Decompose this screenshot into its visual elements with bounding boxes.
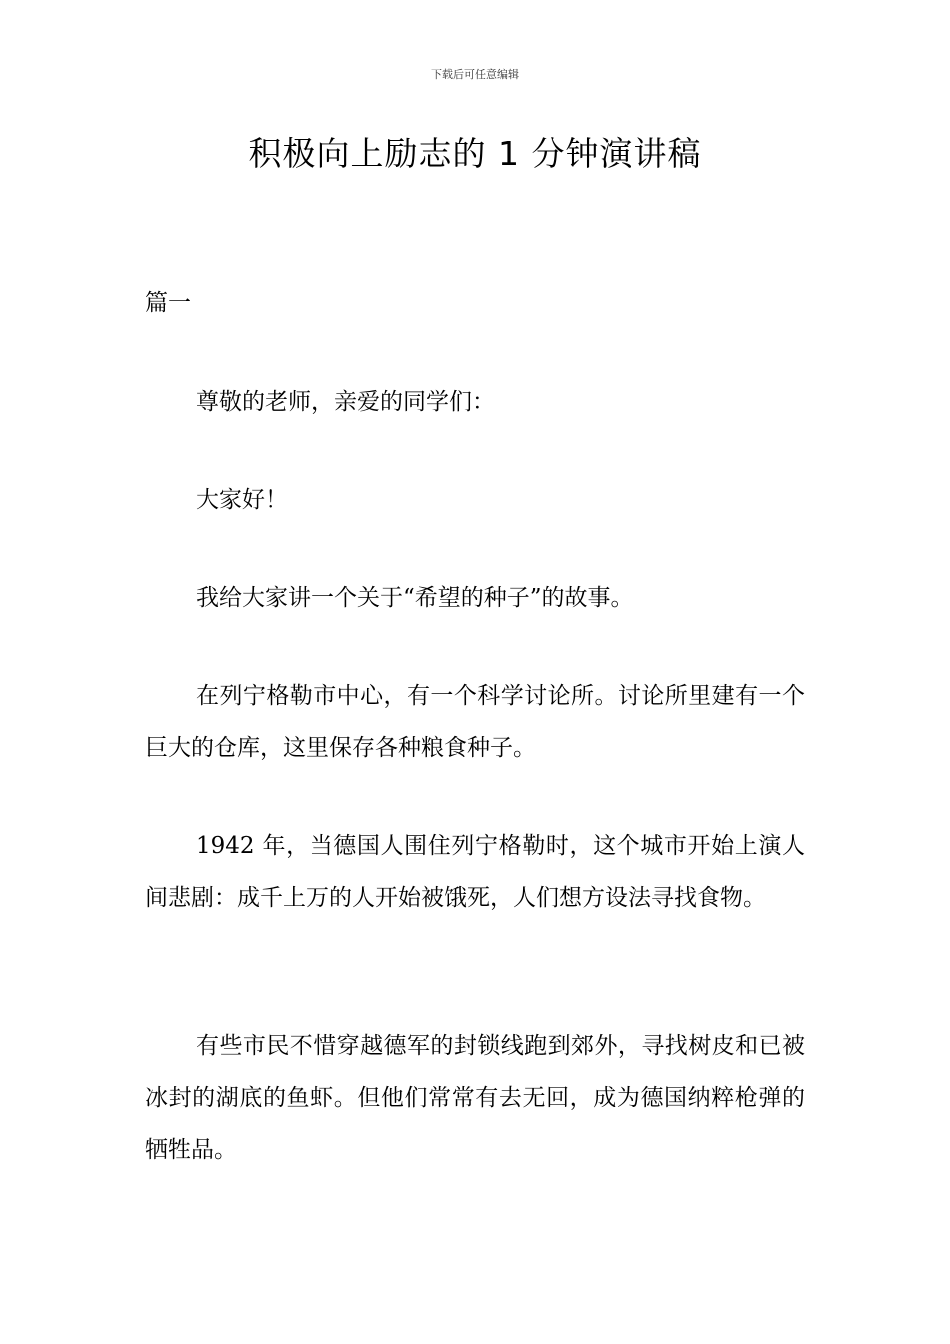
- section-label: 篇一: [145, 290, 191, 316]
- paragraph-intro: 我给大家讲一个关于“希望的种子”的故事。: [196, 585, 634, 611]
- paragraph-institute: 在列宁格勒市中心，有一个科学讨论所。讨论所里建有一个巨大的仓库，这里保存各种粮食种子。: [145, 683, 805, 761]
- paragraph-greeting: 尊敬的老师，亲爱的同学们：: [196, 389, 495, 415]
- paragraph-siege: 1942 年，当德国人围住列宁格勒时，这个城市开始上演人间悲剧：成千上万的人开始被饿死，人们想方设法寻找食物。: [145, 833, 805, 911]
- document-title: 积极向上励志的 1 分钟演讲稿: [248, 134, 702, 173]
- paragraph-citizens: 有些市民不惜穿越德军的封锁线跑到郊外，寻找树皮和已被冰封的湖底的鱼虾。但他们常常有去无回，成为德国纳粹枪弹的牺牲品。: [145, 1033, 805, 1163]
- paragraph-hello: 大家好！: [196, 487, 288, 513]
- header-note: 下载后可任意编辑: [431, 68, 519, 81]
